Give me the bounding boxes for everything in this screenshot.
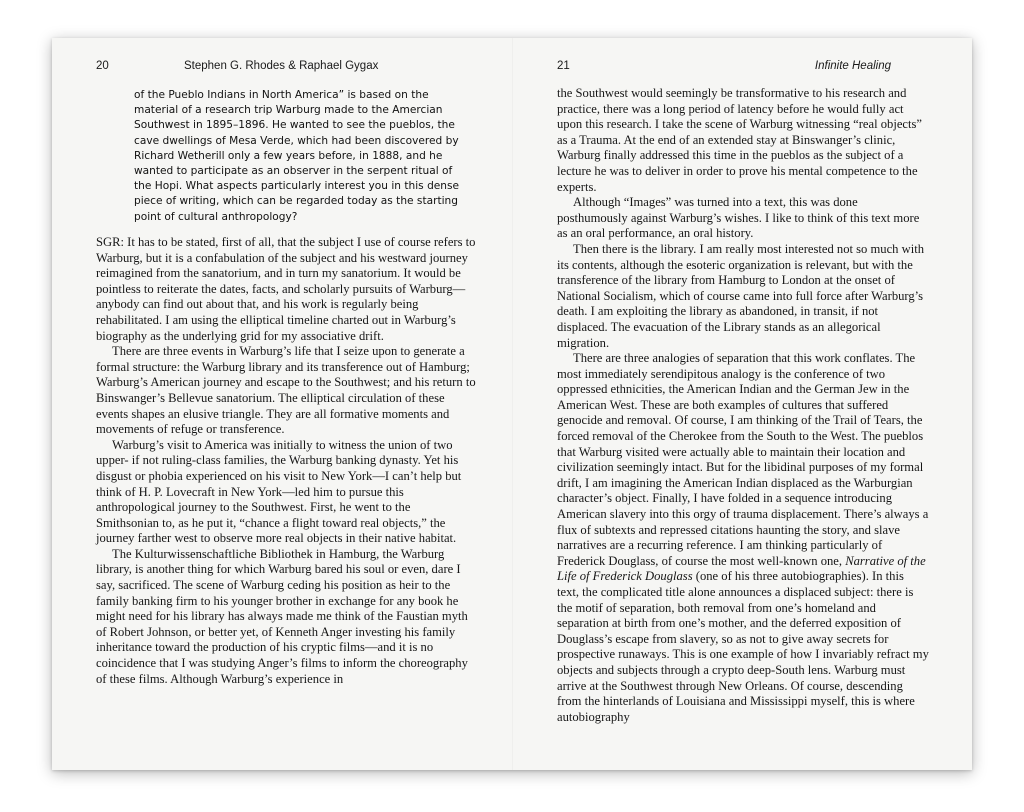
paragraph: SGR: It has to be stated, first of all, that the subject I use of course refers to Warburg, but it is a confabulation of the subject and his westward journey reimagined from the sanatorium, and in turn my sanatorium. It would be pointless to reiterate the dates, facts, and scholarly pursuits of Warburg—anybody can find out about that, and his work is regularly being rehabilitated. I am using the elliptical timeline charted out in Warburg’s biography as the underlying grid for my associative drift. (96, 235, 476, 343)
paragraph: the Southwest would seemingly be transformative to his research and practice, there was a long period of latency before he would fully act upon this research. I take the scene of Warburg witnessing “real objects” as a Trauma. At the end of an extended stay at Binswanger’s clinic, Warburg finally addressed this time in the pueblos as the subject of a lecture he was to deliver in order to prove his mental competence to the experts. (557, 86, 923, 194)
left-body-text (96, 235, 476, 687)
paragraph: The Kulturwissenschaftliche Bibliothek in Hamburg, the Warburg library, is another thing for which Warburg bared his soul or even, dare I say, sacrificed. The scene of Warburg ceding his position as heir to the family banking firm to his younger brother in exchange for any book he might need for his library has always made me think of the Faustian myth of Robert Johnson, or better yet, of Kenneth Anger investing his family inheritance toward the production of his cryptic films—and it is no coincidence that I was studying Anger’s films to inform the choreography of these films. Although Warburg’s experience in (96, 546, 468, 686)
book-title: Narrative of the Life of Frederick Douglass (557, 553, 926, 584)
paragraph: Although “Images” was turned into a text, this was done posthumously against Warburg’s wishes. I like to think of this text more as an oral performance, an oral history. (557, 195, 920, 241)
right-body-text (557, 86, 929, 725)
left-running-head (96, 60, 474, 74)
book-gutter (512, 38, 513, 770)
right-running-title: Infinite Healing (814, 60, 891, 72)
left-page-number: 20 (96, 60, 109, 72)
paragraph-text: (one of his three autobiographies). In this text, the complicated title alone announces a displaced subject: there is the motif of separation, both removal from one’s homeland and separation at birth from one’s mother, and the deferred exposition of Douglass’s escape from slavery, so as not to give away secrets for prospective runaways. This is one example of how I invariably refract my objects and subjects through a crypto deep-South lens. Warburg must arrive at the Southwest through New Orleans. Of course, descending from the hinterlands of Louisiana and Mississippi myself, this is where autobiography (557, 569, 929, 724)
paragraph: Then there is the library. I am really most interested not so much with its contents, although the esoteric organization is relevant, but with the transference of the library from Hamburg to London at the onset of National Socialism, which of course came into full force after Warburg’s death. I am exploiting the library as abandoned, in transit, if not displaced. The evacuation of the Library stands as an allegorical migration. (557, 241, 925, 350)
paragraph: Warburg’s visit to America was initially to witness the union of two upper- if not ruling-class families, the Warburg banking dynasty. Yet his disgust or phobia experienced on his visit to New York—I can’t help but think of H. P. Lovecraft in New York—led him to pursue this anthropological journey to the Southwest. First, he went to the Smithsonian to, as he put it, “chance a flight toward real objects,” the journey farther west to observe more real objects in their native habitat. (96, 437, 462, 546)
right-running-head (557, 60, 927, 74)
right-page-number: 21 (557, 60, 570, 72)
paragraph (557, 351, 929, 725)
paragraph: There are three events in Warburg’s life that I seize upon to generate a formal structure: the Warburg library and its transference out of Hamburg; Warburg’s American journey and escape to the Southwest; and his return to Binswanger’s Bellevue sanatorium. The elliptical circulation of these events shapes an elusive triangle. They are all formative moments and movements of refuge or transference. (96, 344, 476, 437)
interview-question: of the Pueblo Indians in North America” is based on the material of a research trip Warburg made to the Amercian Southwest in 1895–1896. He wanted to see the pueblos, the cave dwellings of Mesa Verde, which had been discovered by Richard Wetherill only a few years before, in 1888, and he wanted to participate as an observer in the serpent ritual of the Hopi. What aspects particularly interest you in this dense piece of writing, which can be regarded today as the starting point of cultural anthropology? (134, 89, 460, 223)
left-running-title: Stephen G. Rhodes & Raphael Gygax (184, 60, 379, 72)
paragraph-text: There are three analogies of separation that this work conflates. The most immediately serendipitous analogy is the conference of two oppressed ethnicities, the American Indian and the German Jew in the American West. These are both examples of cultures that suffered genocide and removal. Of course, I am thinking of the Trail of Tears, the forced removal of the Cherokee from the South to the West. The pueblos that Warburg visited were actually able to maintain their location and civilization seemingly intact. But for the libidinal purposes of my formal drift, I am imagining the American Indian displaced as the Warburgian character’s object. Finally, I have folded in a sequence introducing American slavery into this orgy of trauma displacement. There’s always a flux of subtexts and repressed citations haunting the story, and slave narratives are a recurring reference. I am thinking particularly of Frederick Douglass, of course the most well-known one, (557, 351, 929, 568)
